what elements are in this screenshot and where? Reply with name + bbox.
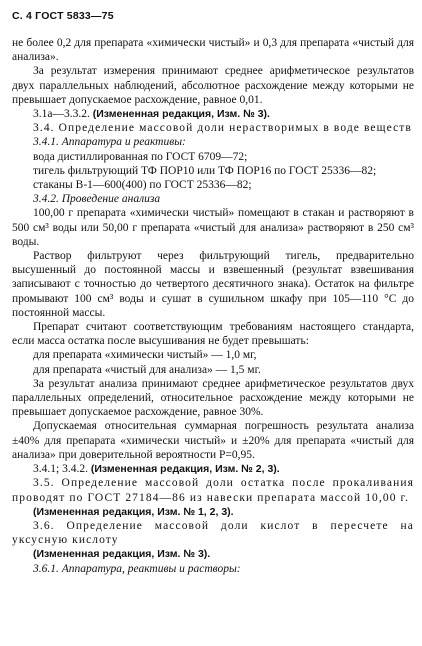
subsection-heading: 3.6.1. Аппаратура, реактивы и растворы: (33, 562, 241, 575)
paragraph: За результат измерения принимают среднее арифметическое результатов двух параллельных наблюдений, абсолютное расхождение между которыми не превышает допускаемое расхождение, равное 0,01. (12, 65, 414, 106)
amendment-note (12, 107, 414, 121)
section-heading: 3.6. Определение массовой доли кислот в пересчете на уксусную кислоту (12, 519, 414, 547)
paragraph: За результат анализа принимают среднее арифметическое результатов двух параллельных определений, относительное расхождение между которыми не превышает допускаемое расхождение, равное 30%. (12, 377, 414, 419)
paragraph: Допускаемая относительная суммарная погрешность результата анализа ±40% для препарата «химически чистый» и ±20% для препарата «чистый для анализа» при доверительной вероятности Р=0,95. (12, 420, 414, 461)
subsection-heading: 3.4.1. Аппаратура и реактивы: (33, 136, 186, 149)
list-item: для препарата «химически чистый» — 1,0 мг, (33, 349, 257, 362)
document-body (12, 36, 414, 576)
list-item: тигель фильтрующий ТФ ПОР10 или ТФ ПОР16 по ГОСТ 25336—82; (33, 164, 377, 177)
clause-ref: 3.4.1; 3.4.2. (33, 463, 91, 476)
paragraph: Раствор фильтруют через фильтрующий тигель, предварительно высушенный до постоянной массы и взвешенный (результат взвешивания записывают с точностью до четвертого десятичного знака). Остаток на фильтре промывают 100 см³ воды и сушат в сушильном шкафу при 105—110 °С до постоянной массы. (12, 250, 414, 319)
list-item: для препарата «чистый для анализа» — 1,5 мг. (33, 363, 261, 376)
amendment-label: (Измененная редакция, Изм. № 3). (92, 108, 270, 121)
paragraph: Препарат считают соответствующим требованиям настоящего стандарта, если масса остатка после высушивания не будет превышать: (12, 321, 414, 348)
list-item: вода дистиллированная по ГОСТ 6709—72; (33, 150, 248, 163)
amendment-label: (Измененная редакция, Изм. № 1, 2, 3). (33, 505, 234, 518)
amendment-note (12, 462, 414, 476)
paragraph: 100,00 г препарата «химически чистый» помещают в стакан и растворяют в 500 см³ воды или 50,00 г препарата «чистый для анализа» растворяют в 250 см³ воды. (12, 207, 414, 248)
amendment-label: (Измененная редакция, Изм. № 3). (33, 548, 211, 561)
page-header: С. 4 ГОСТ 5833—75 (12, 10, 114, 22)
section-heading: 3.4. Определение массовой доли нерастворимых в воде веществ (33, 122, 412, 135)
paragraph: не более 0,2 для препарата «химически чистый» и 0,3 для препарата «чистый для анализа». (12, 37, 414, 64)
clause-ref: 3.1а—3.3.2. (33, 108, 93, 121)
list-item: стаканы В-1—600(400) по ГОСТ 25336—82; (33, 179, 252, 192)
section-heading: 3.5. Определение массовой доли остатка после прокаливания проводят по ГОСТ 27184—86 из навески препарата массой 10,00 г. (12, 477, 414, 504)
amendment-label: (Измененная редакция, Изм. № 2, 3). (90, 463, 280, 476)
subsection-heading: 3.4.2. Проведение анализа (33, 193, 161, 206)
